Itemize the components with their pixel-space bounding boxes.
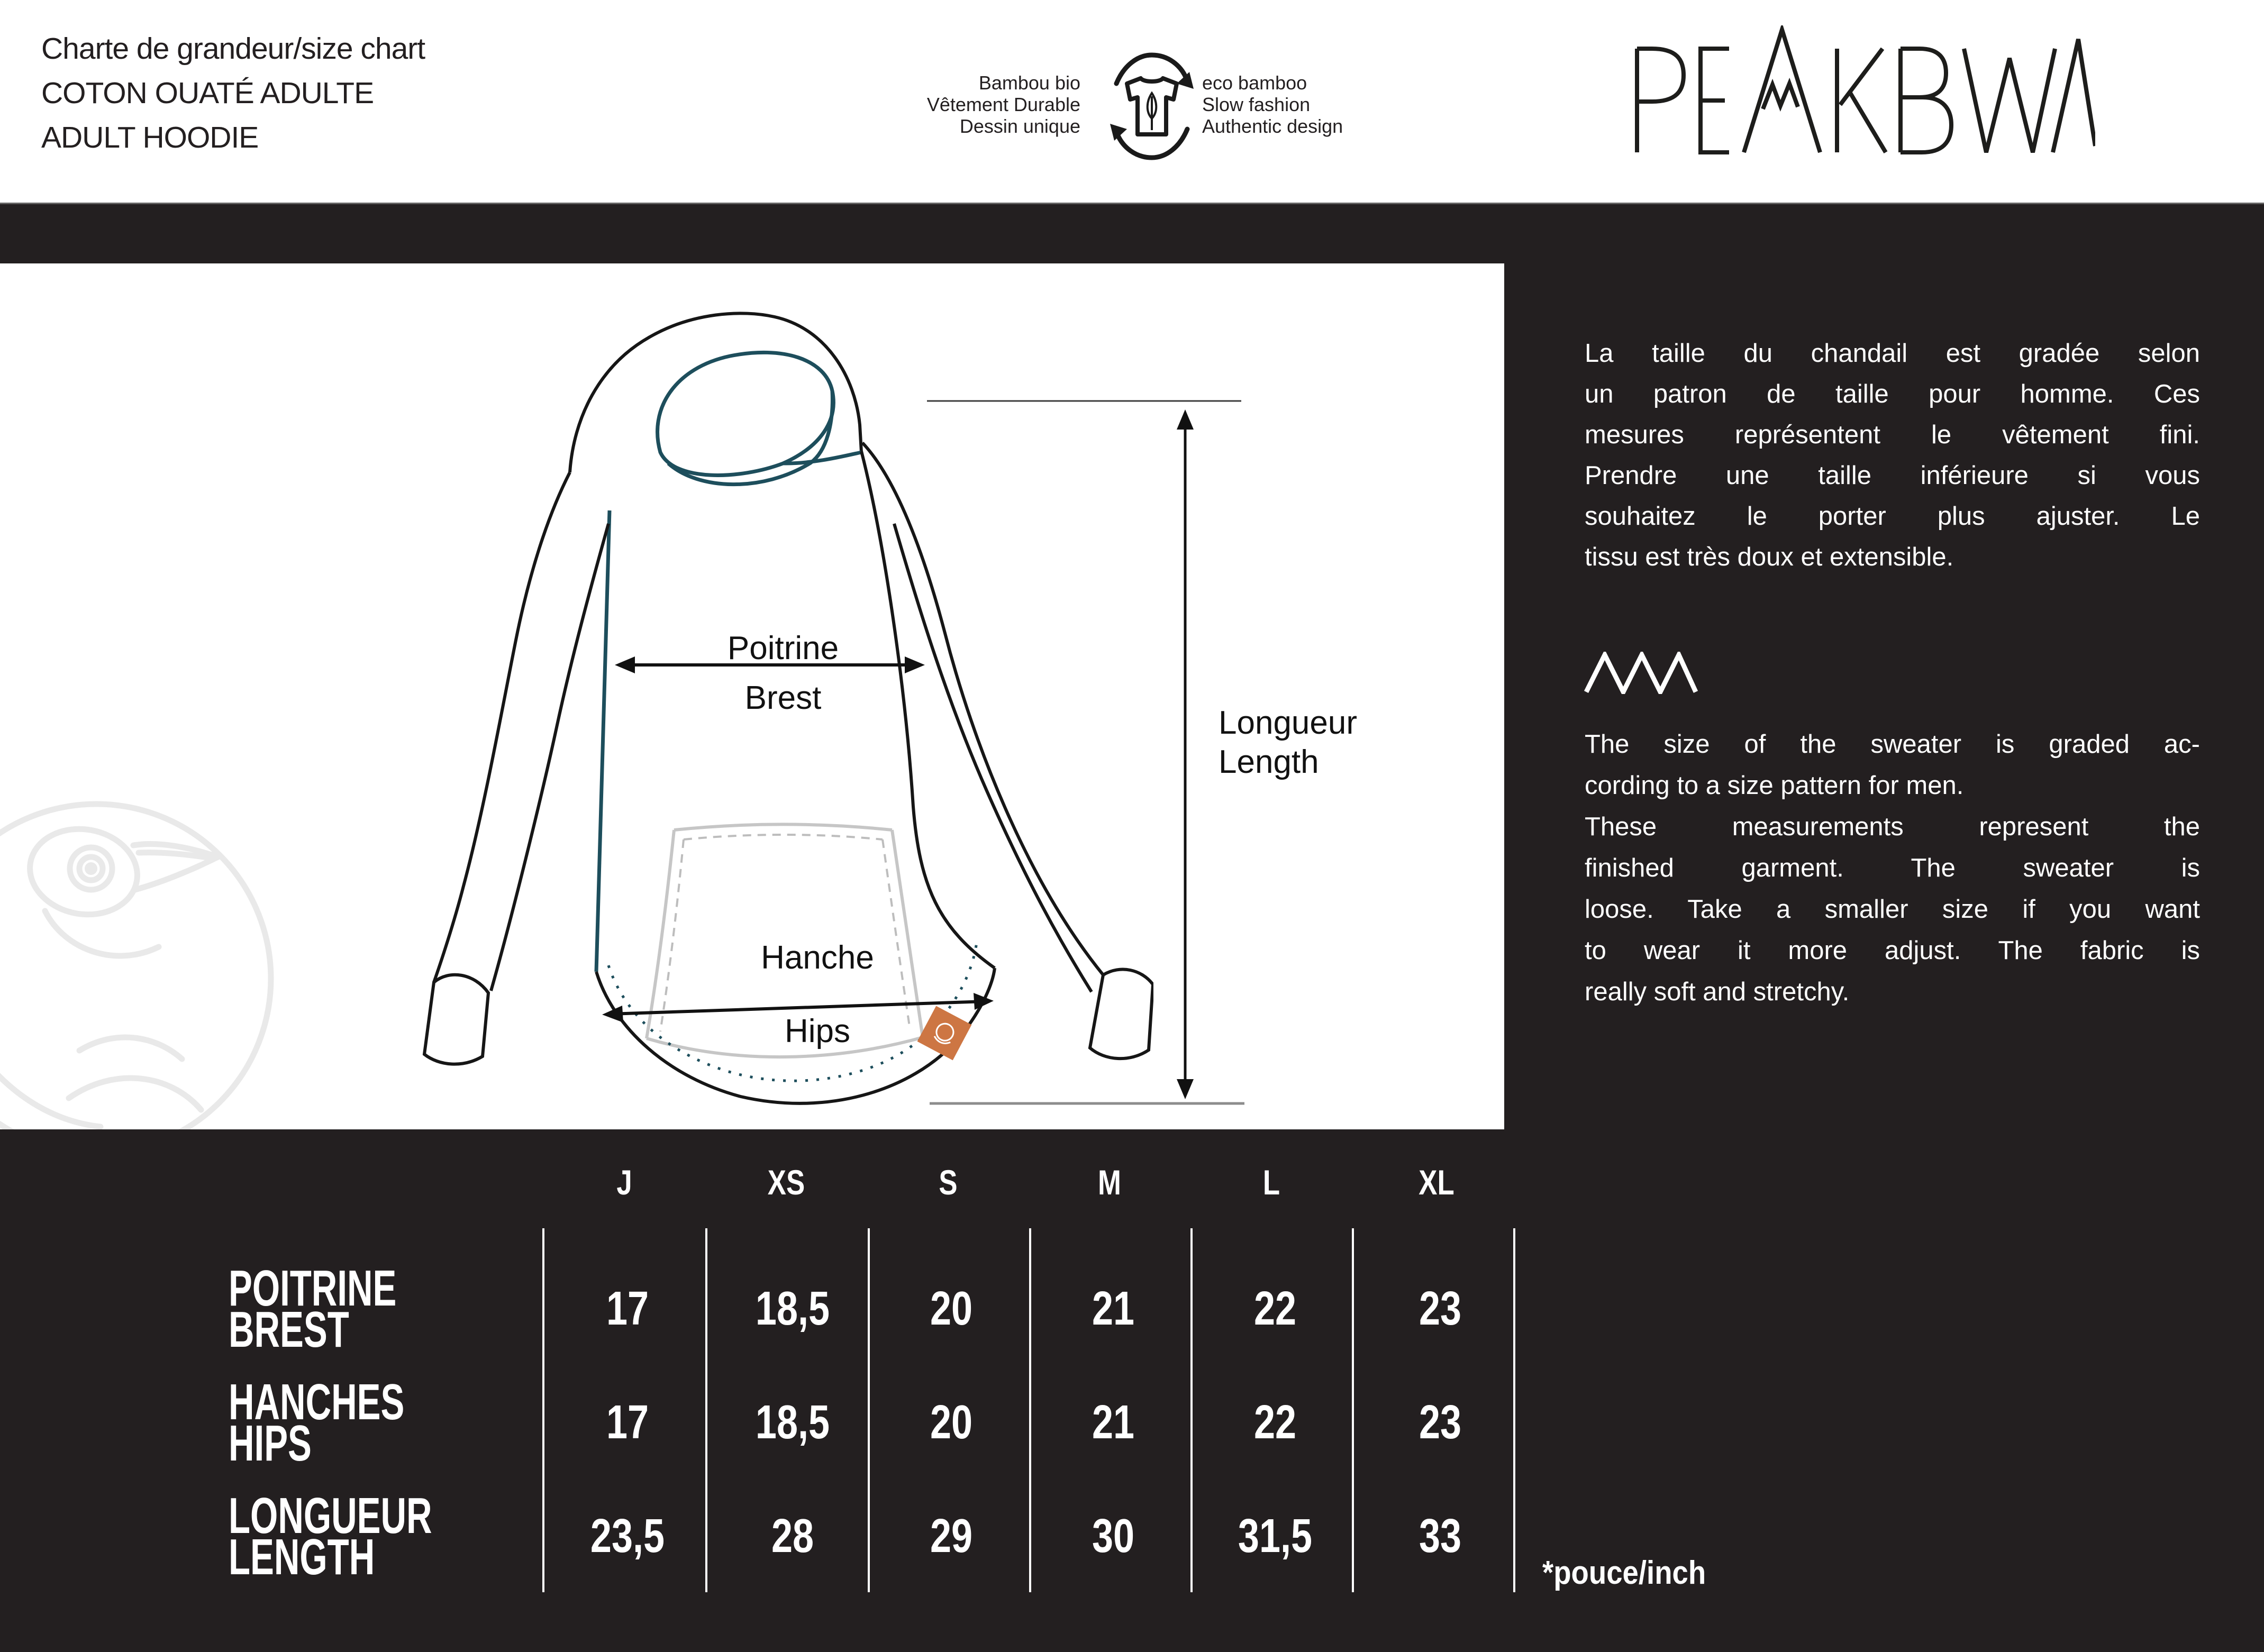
table-divider bbox=[868, 1228, 870, 1592]
en-line: loose. Take a smaller size if you want bbox=[1585, 895, 2200, 924]
row-label-hips-fr: HANCHES bbox=[229, 1374, 405, 1430]
unit-note: *pouce/inch bbox=[1542, 1555, 1706, 1591]
cell-hips-xl: 23 bbox=[1419, 1396, 1462, 1449]
cell-chest-xl: 23 bbox=[1419, 1282, 1462, 1335]
fr-line: un patron de taille pour homme. Ces bbox=[1585, 380, 2200, 408]
badge-left-line1: Bambou bio bbox=[978, 72, 1080, 94]
en-line: really soft and stretchy. bbox=[1585, 978, 1850, 1006]
cell-hips-j: 17 bbox=[606, 1396, 649, 1449]
tshirt-recycle-icon bbox=[1096, 51, 1207, 162]
table-divider bbox=[1190, 1228, 1193, 1592]
row-label-length bbox=[229, 1487, 432, 1585]
cell-hips-xs: 18,5 bbox=[755, 1396, 830, 1449]
page-title-line1: Charte de grandeur/size chart bbox=[41, 32, 425, 66]
page-title bbox=[41, 26, 425, 160]
size-col-header-s: S bbox=[939, 1163, 958, 1202]
en-line: finished garment. The sweater is bbox=[1585, 854, 2200, 882]
fr-line: tissu est très doux et extensible. bbox=[1585, 543, 1954, 571]
cell-length-xs: 28 bbox=[771, 1510, 814, 1563]
fr-line: mesures représentent le vêtement fini. bbox=[1585, 421, 2200, 449]
table-divider bbox=[1352, 1228, 1354, 1592]
cell-hips-m: 21 bbox=[1092, 1396, 1135, 1449]
page-title-line2: COTON OUATÉ ADULTE bbox=[41, 76, 374, 110]
cell-length-m: 30 bbox=[1092, 1510, 1135, 1563]
fr-line: souhaitez le porter plus ajuster. Le bbox=[1585, 502, 2200, 531]
badge-left-line3: Dessin unique bbox=[959, 115, 1080, 137]
length-label bbox=[1219, 704, 1357, 782]
row-label-hips-en: HIPS bbox=[229, 1415, 312, 1472]
size-col-header-m: M bbox=[1098, 1163, 1121, 1202]
badge-right-line1: eco bamboo bbox=[1202, 72, 1307, 94]
row-label-chest-fr: POITRINE bbox=[229, 1260, 397, 1317]
eco-badge-right-text bbox=[1202, 72, 1477, 137]
cell-chest-m: 21 bbox=[1092, 1282, 1135, 1335]
table-divider bbox=[542, 1228, 544, 1592]
badge-right-line2: Slow fashion bbox=[1202, 94, 1311, 115]
en-line: cording to a size pattern for men. bbox=[1585, 771, 1964, 800]
row-label-hips bbox=[229, 1374, 405, 1472]
badge-right-line3: Authentic design bbox=[1202, 115, 1343, 137]
fr-line: La taille du chandail est gradée selon bbox=[1585, 339, 2200, 368]
en-line: to wear it more adjust. The fabric is bbox=[1585, 936, 2200, 965]
hip-label-fr: Hanche bbox=[761, 939, 874, 976]
page-title-line3: ADULT HOODIE bbox=[41, 121, 259, 154]
info-text-french bbox=[1585, 333, 2200, 578]
chest-label-en: Brest bbox=[744, 680, 822, 716]
info-text-english bbox=[1585, 724, 2200, 1012]
table-divider bbox=[1029, 1228, 1031, 1592]
row-label-chest bbox=[229, 1260, 397, 1358]
en-line: These measurements represent the bbox=[1585, 813, 2200, 841]
size-col-header-j: J bbox=[616, 1163, 632, 1202]
divider-line bbox=[0, 203, 2264, 204]
cell-length-xl: 33 bbox=[1419, 1510, 1462, 1563]
row-label-chest-en: BREST bbox=[229, 1301, 349, 1358]
hip-label-en: Hips bbox=[784, 1013, 851, 1049]
cell-chest-j: 17 bbox=[606, 1282, 649, 1335]
cell-chest-l: 22 bbox=[1253, 1282, 1297, 1335]
fr-line: Prendre une taille inférieure si vous bbox=[1585, 461, 2200, 490]
peakbwa-logo bbox=[1630, 25, 2095, 158]
cell-length-j: 23,5 bbox=[590, 1510, 665, 1563]
cell-length-l: 31,5 bbox=[1238, 1510, 1313, 1563]
cell-hips-s: 20 bbox=[930, 1396, 973, 1449]
length-label-en: Length bbox=[1219, 744, 1319, 780]
cell-chest-s: 20 bbox=[930, 1282, 973, 1335]
table-divider bbox=[1513, 1228, 1515, 1592]
cell-hips-l: 22 bbox=[1253, 1396, 1297, 1449]
size-col-header-xl: XL bbox=[1419, 1163, 1454, 1202]
cell-length-s: 29 bbox=[930, 1510, 973, 1563]
eco-badge-left-text bbox=[869, 72, 1080, 137]
table-divider bbox=[705, 1228, 707, 1592]
header-band bbox=[0, 0, 2264, 203]
row-label-length-fr: LONGUEUR bbox=[229, 1487, 432, 1544]
length-label-fr: Longueur bbox=[1219, 705, 1358, 741]
mountain-zigzag-icon bbox=[1584, 652, 1698, 694]
diagram-panel bbox=[0, 263, 1504, 1129]
en-line: The size of the sweater is graded ac- bbox=[1585, 730, 2200, 759]
size-col-header-xs: XS bbox=[767, 1163, 805, 1202]
chest-label-fr: Poitrine bbox=[727, 630, 839, 667]
cell-chest-xs: 18,5 bbox=[755, 1282, 830, 1335]
row-label-length-en: LENGTH bbox=[229, 1529, 375, 1585]
badge-left-line2: Vêtement Durable bbox=[926, 94, 1080, 115]
size-col-header-l: L bbox=[1262, 1163, 1280, 1202]
